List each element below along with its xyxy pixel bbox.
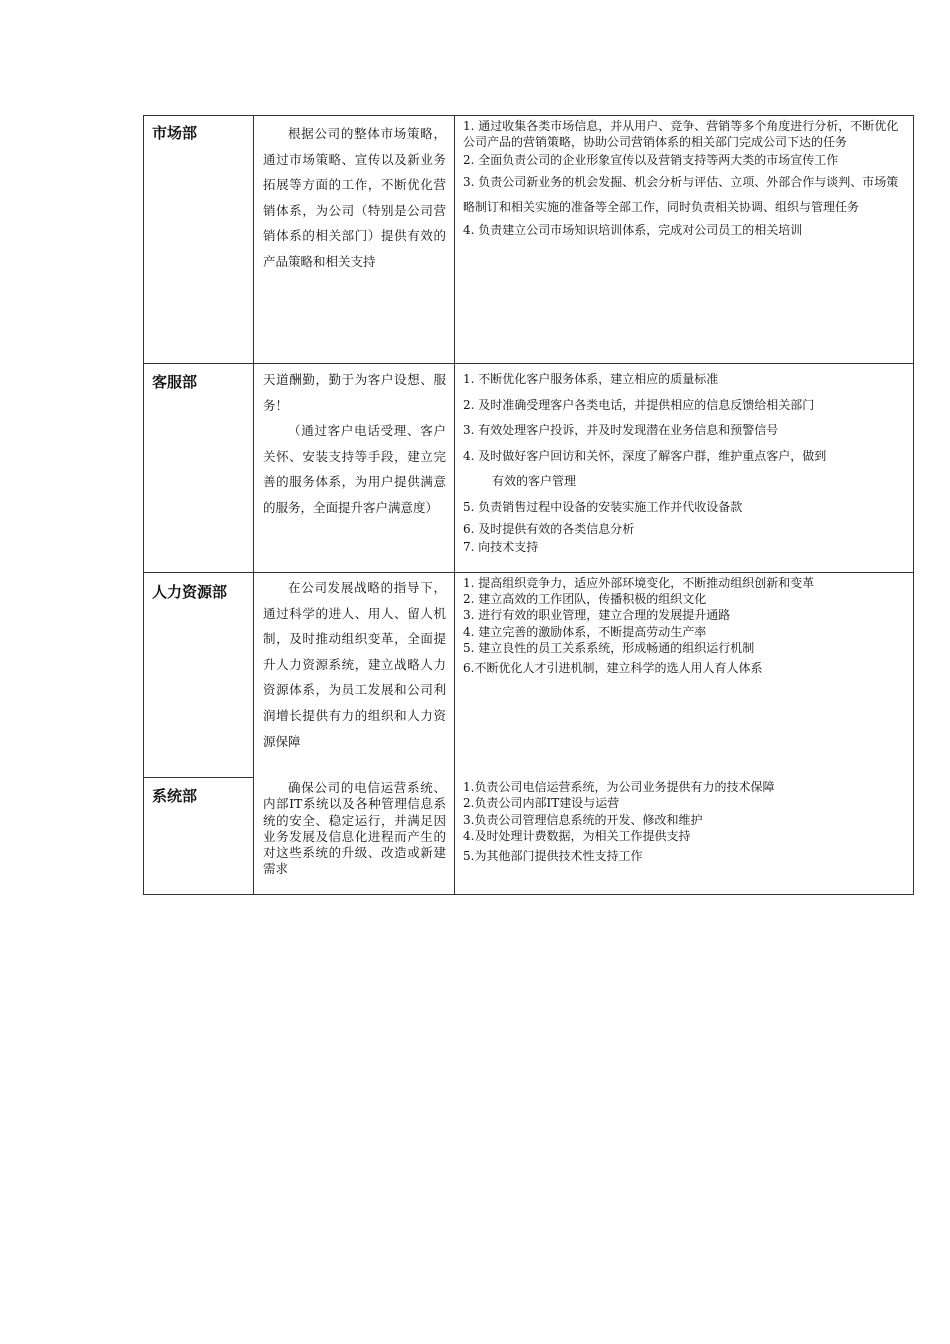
dept-name-customer-service: 客服部 [152, 373, 198, 391]
table-border-left [143, 115, 144, 895]
duty-item: 有效的客户管理 [492, 474, 577, 488]
dept-duties-market [463, 119, 907, 240]
duty-item: 4. 建立完善的激励体系，不断提高劳动生产率 [463, 624, 707, 639]
column-divider-2 [454, 115, 455, 895]
duty-item: 3.负责公司管理信息系统的开发、修改和维护 [463, 812, 703, 827]
duty-item: 1. 不断优化客户服务体系，建立相应的质量标准 [463, 372, 719, 386]
duty-item: 4. 及时做好客户回访和关怀，深度了解客户群，维护重点客户，做到 [463, 448, 827, 463]
mission-slogan: 天道酬勤，勤于为客户设想、服务！ [263, 372, 446, 413]
duty-item: 2. 建立高效的工作团队，传播积极的组织文化 [463, 592, 707, 607]
duty-item: 6. 及时提供有效的各类信息分析 [463, 522, 635, 536]
dept-duties-hr [463, 575, 907, 676]
duty-item: 5.为其他部门提供技术性支持工作 [463, 849, 643, 864]
row-divider-3 [143, 777, 254, 778]
duty-item: 1. 提高组织竞争力，适应外部环境变化，不断推动组织创新和变革 [463, 576, 815, 590]
duty-item: 1. 通过收集各类市场信息，并从用户、竞争、营销等多个角度进行分析，不断优化公司产品的营销策略，协助公司营销体系的相关部门完成公司下达的任务 [463, 119, 899, 149]
table-border-top [143, 115, 914, 116]
duty-item: 2. 全面负责公司的企业形象宣传以及营销支持等两大类的市场宣传工作 [463, 153, 839, 167]
duty-item: 4.及时处理计费数据，为相关工作提供支持 [463, 828, 691, 843]
duty-item: 2.负责公司内部IT建设与运营 [463, 796, 620, 811]
duty-item: 1.负责公司电信运营系统，为公司业务提供有力的技术保障 [463, 780, 775, 794]
table-border-right [913, 115, 914, 895]
duty-item: 7. 向技术支持 [463, 540, 539, 554]
duty-item: 4. 负责建立公司市场知识培训体系，完成对公司员工的相关培训 [463, 222, 803, 237]
department-table [143, 115, 914, 895]
dept-duties-systems [463, 779, 907, 864]
duty-item: 6.不断优化人才引进机制，建立科学的选人用人育人体系 [463, 661, 763, 676]
duty-item: 3. 进行有效的职业管理，建立合理的发展提升通路 [463, 608, 731, 623]
duty-item: 3. 有效处理客户投诉，并及时发现潜在业务信息和预警信号 [463, 423, 779, 437]
dept-mission-customer-service [263, 367, 446, 521]
duty-item: 5. 负责销售过程中设备的安装实施工作并代收设备款 [463, 499, 743, 514]
table-border-bottom [143, 894, 914, 895]
dept-name-systems: 系统部 [152, 787, 198, 805]
row-divider-2 [143, 572, 914, 573]
dept-mission-systems: 确保公司的电信运营系统、内部IT系统以及各种管理信息系统的安全、稳定运行，并满足因业务发展及信息化进程而产生的对这些系统的升级、改造或新建需求 [263, 780, 446, 877]
duty-item: 5. 建立良性的员工关系系统，形成畅通的组织运行机制 [463, 640, 755, 655]
dept-name-hr: 人力资源部 [152, 583, 228, 601]
dept-mission-hr: 在公司发展战略的指导下，通过科学的进人、用人、留人机制，及时推动组织变革，全面提升人力资源系统，建立战略人力资源体系，为员工发展和公司利润增长提供有力的组织和人力资源保障 [263, 580, 446, 749]
duty-item: 3. 负责公司新业务的机会发掘、机会分析与评估、立项、外部合作与谈判、市场策略制订和相关实施的准备等全部工作，同时负责相关协调、组织与管理任务 [463, 174, 899, 214]
dept-name-market: 市场部 [152, 124, 198, 142]
dept-duties-customer-service [463, 367, 907, 556]
duty-item: 2. 及时准确受理客户各类电话，并提供相应的信息反馈给相关部门 [463, 397, 815, 412]
row-divider-1 [143, 363, 914, 364]
mission-detail: （通过客户电话受理、客户关怀、安装支持等手段，建立完善的服务体系，为用户提供满意的服务，全面提升客户满意度） [263, 423, 446, 515]
column-divider-1 [253, 115, 254, 895]
dept-mission-market: 根据公司的整体市场策略，通过市场策略、宣传以及新业务拓展等方面的工作，不断优化营销体系，为公司（特别是公司营销体系的相关部门）提供有效的产品策略和相关支持 [263, 126, 446, 269]
